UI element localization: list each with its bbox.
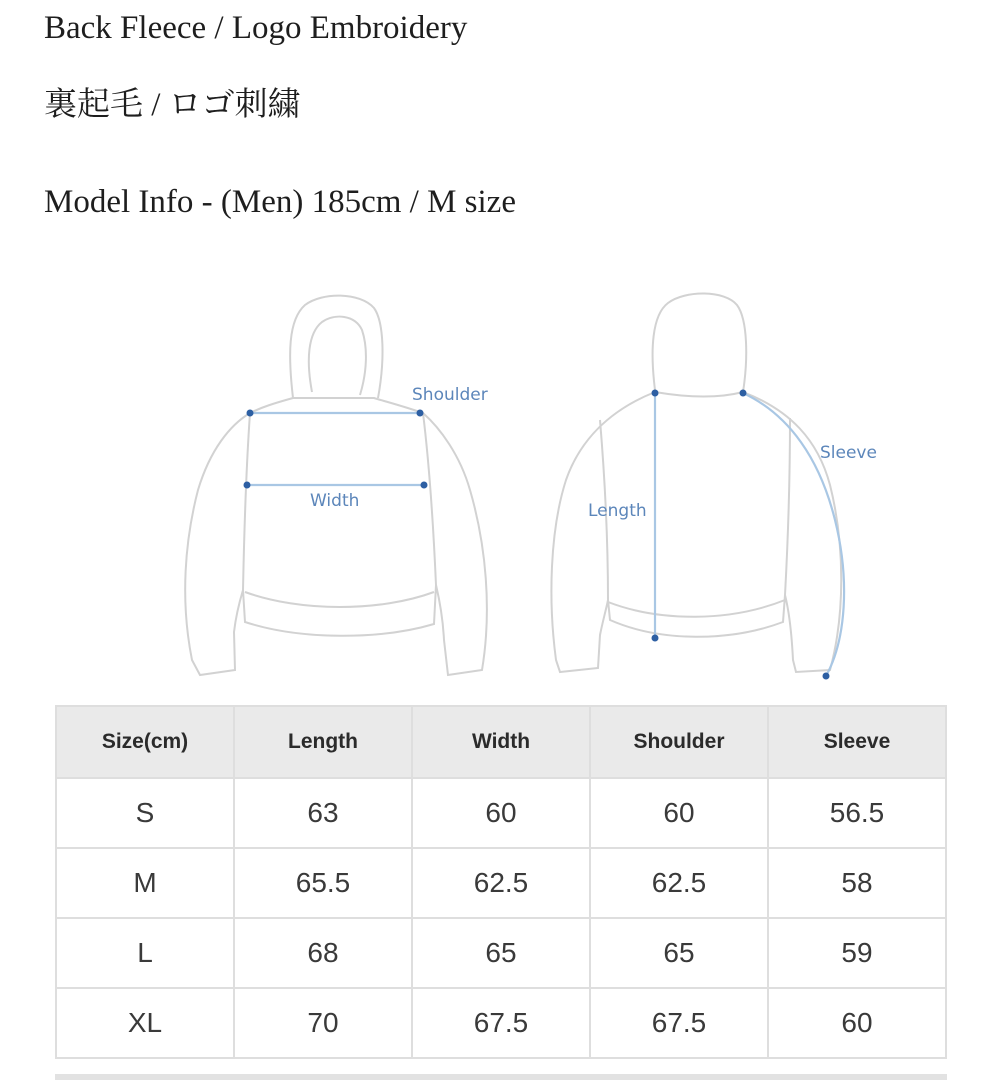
width-measure-dot-right — [421, 482, 428, 489]
cell-shoulder: 60 — [590, 778, 768, 848]
cell-size: M — [56, 848, 234, 918]
back-hem-outline — [608, 600, 785, 617]
header-width: Width — [412, 706, 590, 778]
front-body-outline — [185, 398, 487, 675]
front-pocket-outline — [245, 592, 434, 607]
table-row — [56, 848, 946, 918]
table-row — [56, 988, 946, 1058]
sleeve-label: Sleeve — [820, 443, 877, 463]
back-sleeve-seam-right — [785, 418, 790, 595]
cell-length: 68 — [234, 918, 412, 988]
front-hood-outline — [290, 296, 382, 398]
front-hoodie-illustration — [185, 296, 488, 675]
model-info-text: Model Info - (Men) 185cm / M size — [44, 184, 516, 220]
cell-sleeve: 60 — [768, 988, 946, 1058]
length-label: Length — [588, 501, 647, 521]
sleeve-measure-dot-bottom — [823, 673, 830, 680]
sleeve-measure-dot-top — [740, 390, 747, 397]
shoulder-measure-dot-left — [247, 410, 254, 417]
front-sleeve-seam-right — [423, 413, 436, 585]
cell-length: 70 — [234, 988, 412, 1058]
cell-width: 65 — [412, 918, 590, 988]
shoulder-measure-dot-right — [417, 410, 424, 417]
header-length: Length — [234, 706, 412, 778]
cell-sleeve: 59 — [768, 918, 946, 988]
length-measure-dot-bottom — [652, 635, 659, 642]
header-size: Size(cm) — [56, 706, 234, 778]
table-row — [56, 918, 946, 988]
cell-length: 63 — [234, 778, 412, 848]
header-sleeve: Sleeve — [768, 706, 946, 778]
cell-width: 67.5 — [412, 988, 590, 1058]
header-shoulder: Shoulder — [590, 706, 768, 778]
cell-size: S — [56, 778, 234, 848]
front-hood-opening — [309, 317, 366, 395]
cell-width: 60 — [412, 778, 590, 848]
cell-sleeve: 58 — [768, 848, 946, 918]
back-hood-outline — [653, 293, 747, 392]
cell-shoulder: 67.5 — [590, 988, 768, 1058]
cell-shoulder: 62.5 — [590, 848, 768, 918]
sleeve-measure-line — [743, 393, 844, 676]
product-feature-text-japanese: 裏起毛 / ロゴ刺繍 — [44, 87, 301, 123]
table-bottom-bar — [55, 1074, 947, 1080]
length-measure-dot-top — [652, 390, 659, 397]
shoulder-label: Shoulder — [412, 385, 488, 405]
width-measure-dot-left — [244, 482, 251, 489]
product-feature-text: Back Fleece / Logo Embroidery — [44, 10, 468, 46]
back-body-outline — [551, 392, 841, 672]
cell-shoulder: 65 — [590, 918, 768, 988]
cell-length: 65.5 — [234, 848, 412, 918]
cell-size: XL — [56, 988, 234, 1058]
cell-sleeve: 56.5 — [768, 778, 946, 848]
hoodie-measurement-diagram — [0, 280, 1002, 700]
table-row — [56, 778, 946, 848]
cell-width: 62.5 — [412, 848, 590, 918]
cell-size: L — [56, 918, 234, 988]
front-sleeve-seam-left — [243, 413, 250, 590]
size-chart-table — [55, 705, 947, 1059]
back-hoodie-illustration — [551, 293, 877, 679]
table-header-row — [56, 706, 946, 778]
width-label: Width — [310, 491, 360, 511]
